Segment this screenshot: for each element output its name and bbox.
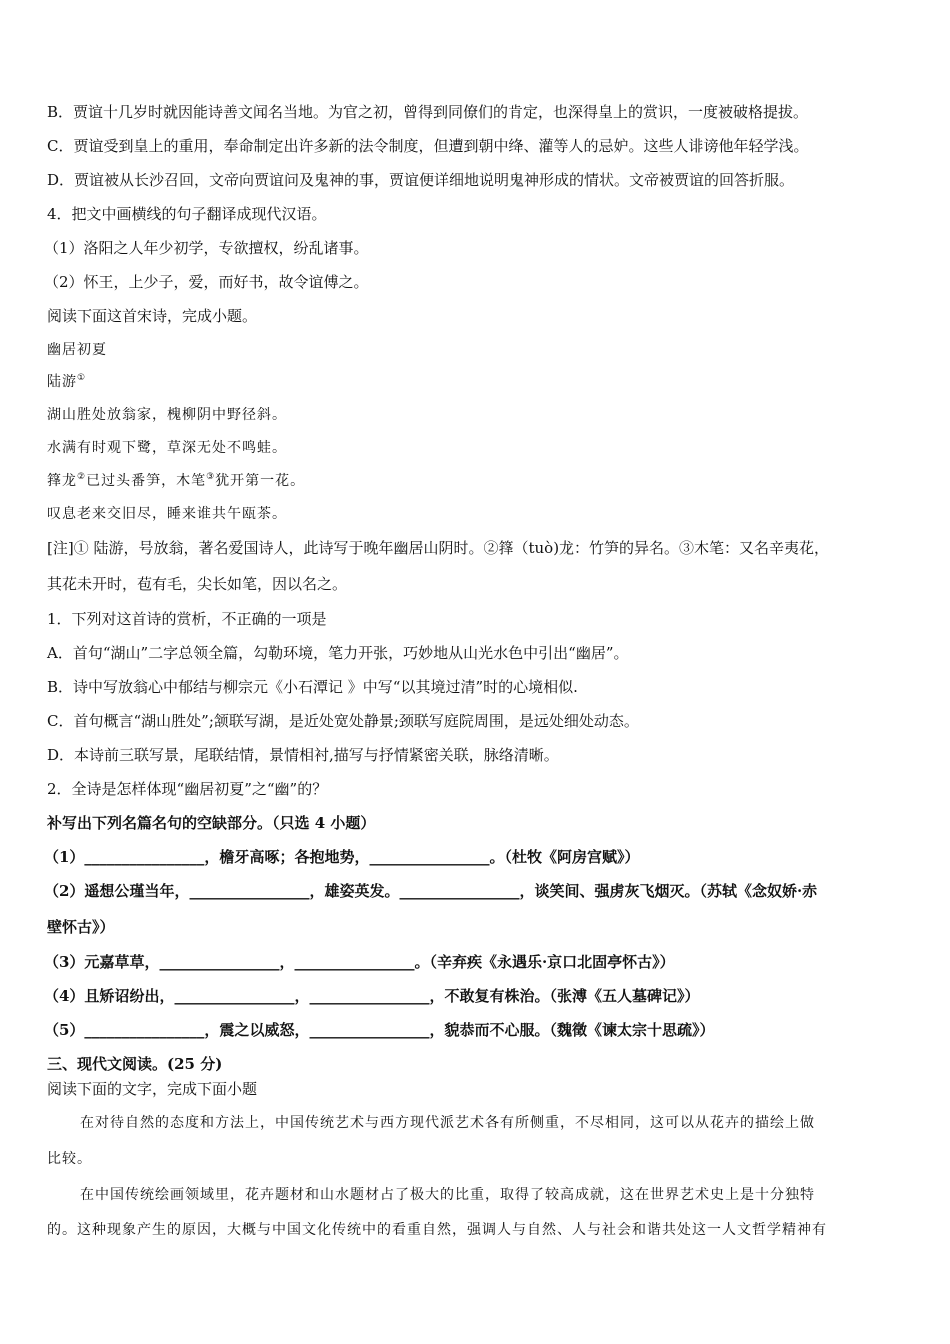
fill-in-item-1: （1）________________，檐牙高啄；各抱地势，________________。（杜牧《阿房宫赋》） [44, 848, 640, 866]
q3-option-c: C．贾谊受到皇上的重用，奉命制定出许多新的法令制度，但遭到朝中绛、灌等人的忌妒。这些人诽谤他年轻学浅。 [47, 137, 809, 155]
fill-in-item-2: （2）遥想公瑾当年，________________，雄姿英发。________________，谈笑间、强虏灰飞烟灭。（苏轼《念奴娇·赤 [44, 882, 818, 900]
q3-option-d: D．贾谊被从长沙召回，文帝向贾谊问及鬼神的事，贾谊便详细地说明鬼神形成的情状。文帝被贾谊的回答折服。 [47, 171, 795, 189]
poem-line-4: 叹息老来交旧尽，睡来谁共午瓯茶。 [47, 506, 287, 522]
q4-stem: 4．把文中画横线的句子翻译成现代汉语。 [47, 205, 327, 223]
paragraph-1-line-2: 比较。 [47, 1151, 92, 1167]
poem-option-d: D．本诗前三联写景，尾联结情，景情相衬,描写与抒情紧密关联，脉络清晰。 [47, 746, 559, 764]
paragraph-2-line-1: 在中国传统绘画领域里，花卉题材和山水题材占了极大的比重，取得了较高成就，这在世界艺术史上是十分独特 [80, 1187, 815, 1203]
footnote-marker: ③ [206, 472, 216, 482]
poem-notes-line-2: 其花未开时，苞有毛，尖长如笔，因以名之。 [47, 575, 348, 593]
poem-notes-line-1: [注]① 陆游，号放翁，著名爱国诗人，此诗写于晚年幽居山阴时。②箨（tuò)龙：竹笋的异名。③木笔：又名辛夷花， [47, 539, 830, 557]
fill-in-item-3: （3）元嘉草草，________________，________________。（辛弃疾《永遇乐·京口北固亭怀古》） [44, 953, 675, 971]
paragraph-2-line-2: 的。这种现象产生的原因，大概与中国文化传统中的看重自然，强调人与自然、人与社会和谐共处这一人文哲学精神有 [47, 1222, 827, 1238]
q3-option-b: B．贾谊十几岁时就因能诗善文闻名当地。为官之初，曾得到同僚们的肯定，也深得皇上的赏识，一度被破格提拔。 [47, 103, 809, 121]
poem-title: 幽居初夏 [47, 342, 107, 358]
fill-in-item-2-cont: 壁怀古》） [47, 918, 115, 936]
footnote-marker: ① [77, 373, 87, 383]
fill-in-title: 补写出下列名篇名句的空缺部分。（只选 4 小题） [47, 814, 376, 832]
poem-author [47, 372, 86, 392]
section-3-heading: 三、现代文阅读。(25 分) [47, 1055, 223, 1073]
footnote-marker: ② [77, 472, 87, 482]
poem-question-2: 2．全诗是怎样体现“幽居初夏”之“幽”的？ [47, 780, 328, 798]
poem-line-3-part-b: 已过头番笋，木笔 [86, 473, 207, 489]
poem-line-3-part-c: 犹开第一花。 [215, 473, 306, 489]
poem-option-b: B．诗中写放翁心中郁结与柳宗元《小石潭记 》中写“以其境过清”时的心境相似. [47, 678, 578, 696]
poem-line-1: 湖山胜处放翁家，槐柳阴中野径斜。 [47, 407, 287, 423]
poem-option-a: A．首句“湖山”二字总领全篇，勾勒环境，笔力开张，巧妙地从山光水色中引出“幽居”。 [47, 644, 629, 662]
fill-in-item-4: （4）且矫诏纷出，________________，________________，不敢复有株治。（张溥《五人墓碑记》） [44, 987, 700, 1005]
poem-author-name: 陆游 [47, 374, 77, 390]
poem-line-2: 水满有时观下鹭，草深无处不鸣蛙。 [47, 440, 287, 456]
poem-line-3-part-a: 箨龙 [47, 473, 77, 489]
poem-line-3 [47, 471, 305, 491]
q4-sentence-1: （1）洛阳之人年少初学，专欲擅权，纷乱诸事。 [44, 239, 369, 257]
poem-question-1: 1．下列对这首诗的赏析，不正确的一项是 [47, 610, 327, 628]
fill-in-item-5: （5）________________，震之以威怒，________________，貌恭而不心服。（魏徵《谏太宗十思疏》） [44, 1021, 715, 1039]
poem-option-c: C．首句概言“湖山胜处”;颔联写湖，是近处宽处静景;颈联写庭院周围，是远处细处动态。 [47, 712, 639, 730]
q4-sentence-2: （2）怀王，上少子，爱，而好书，故令谊傅之。 [44, 273, 369, 291]
poem-intro: 阅读下面这首宋诗，完成小题。 [47, 307, 258, 325]
section-3-intro: 阅读下面的文字，完成下面小题 [47, 1080, 258, 1098]
paragraph-1-line-1: 在对待自然的态度和方法上，中国传统艺术与西方现代派艺术各有所侧重，不尽相同，这可以从花卉的描绘上做 [80, 1115, 815, 1131]
